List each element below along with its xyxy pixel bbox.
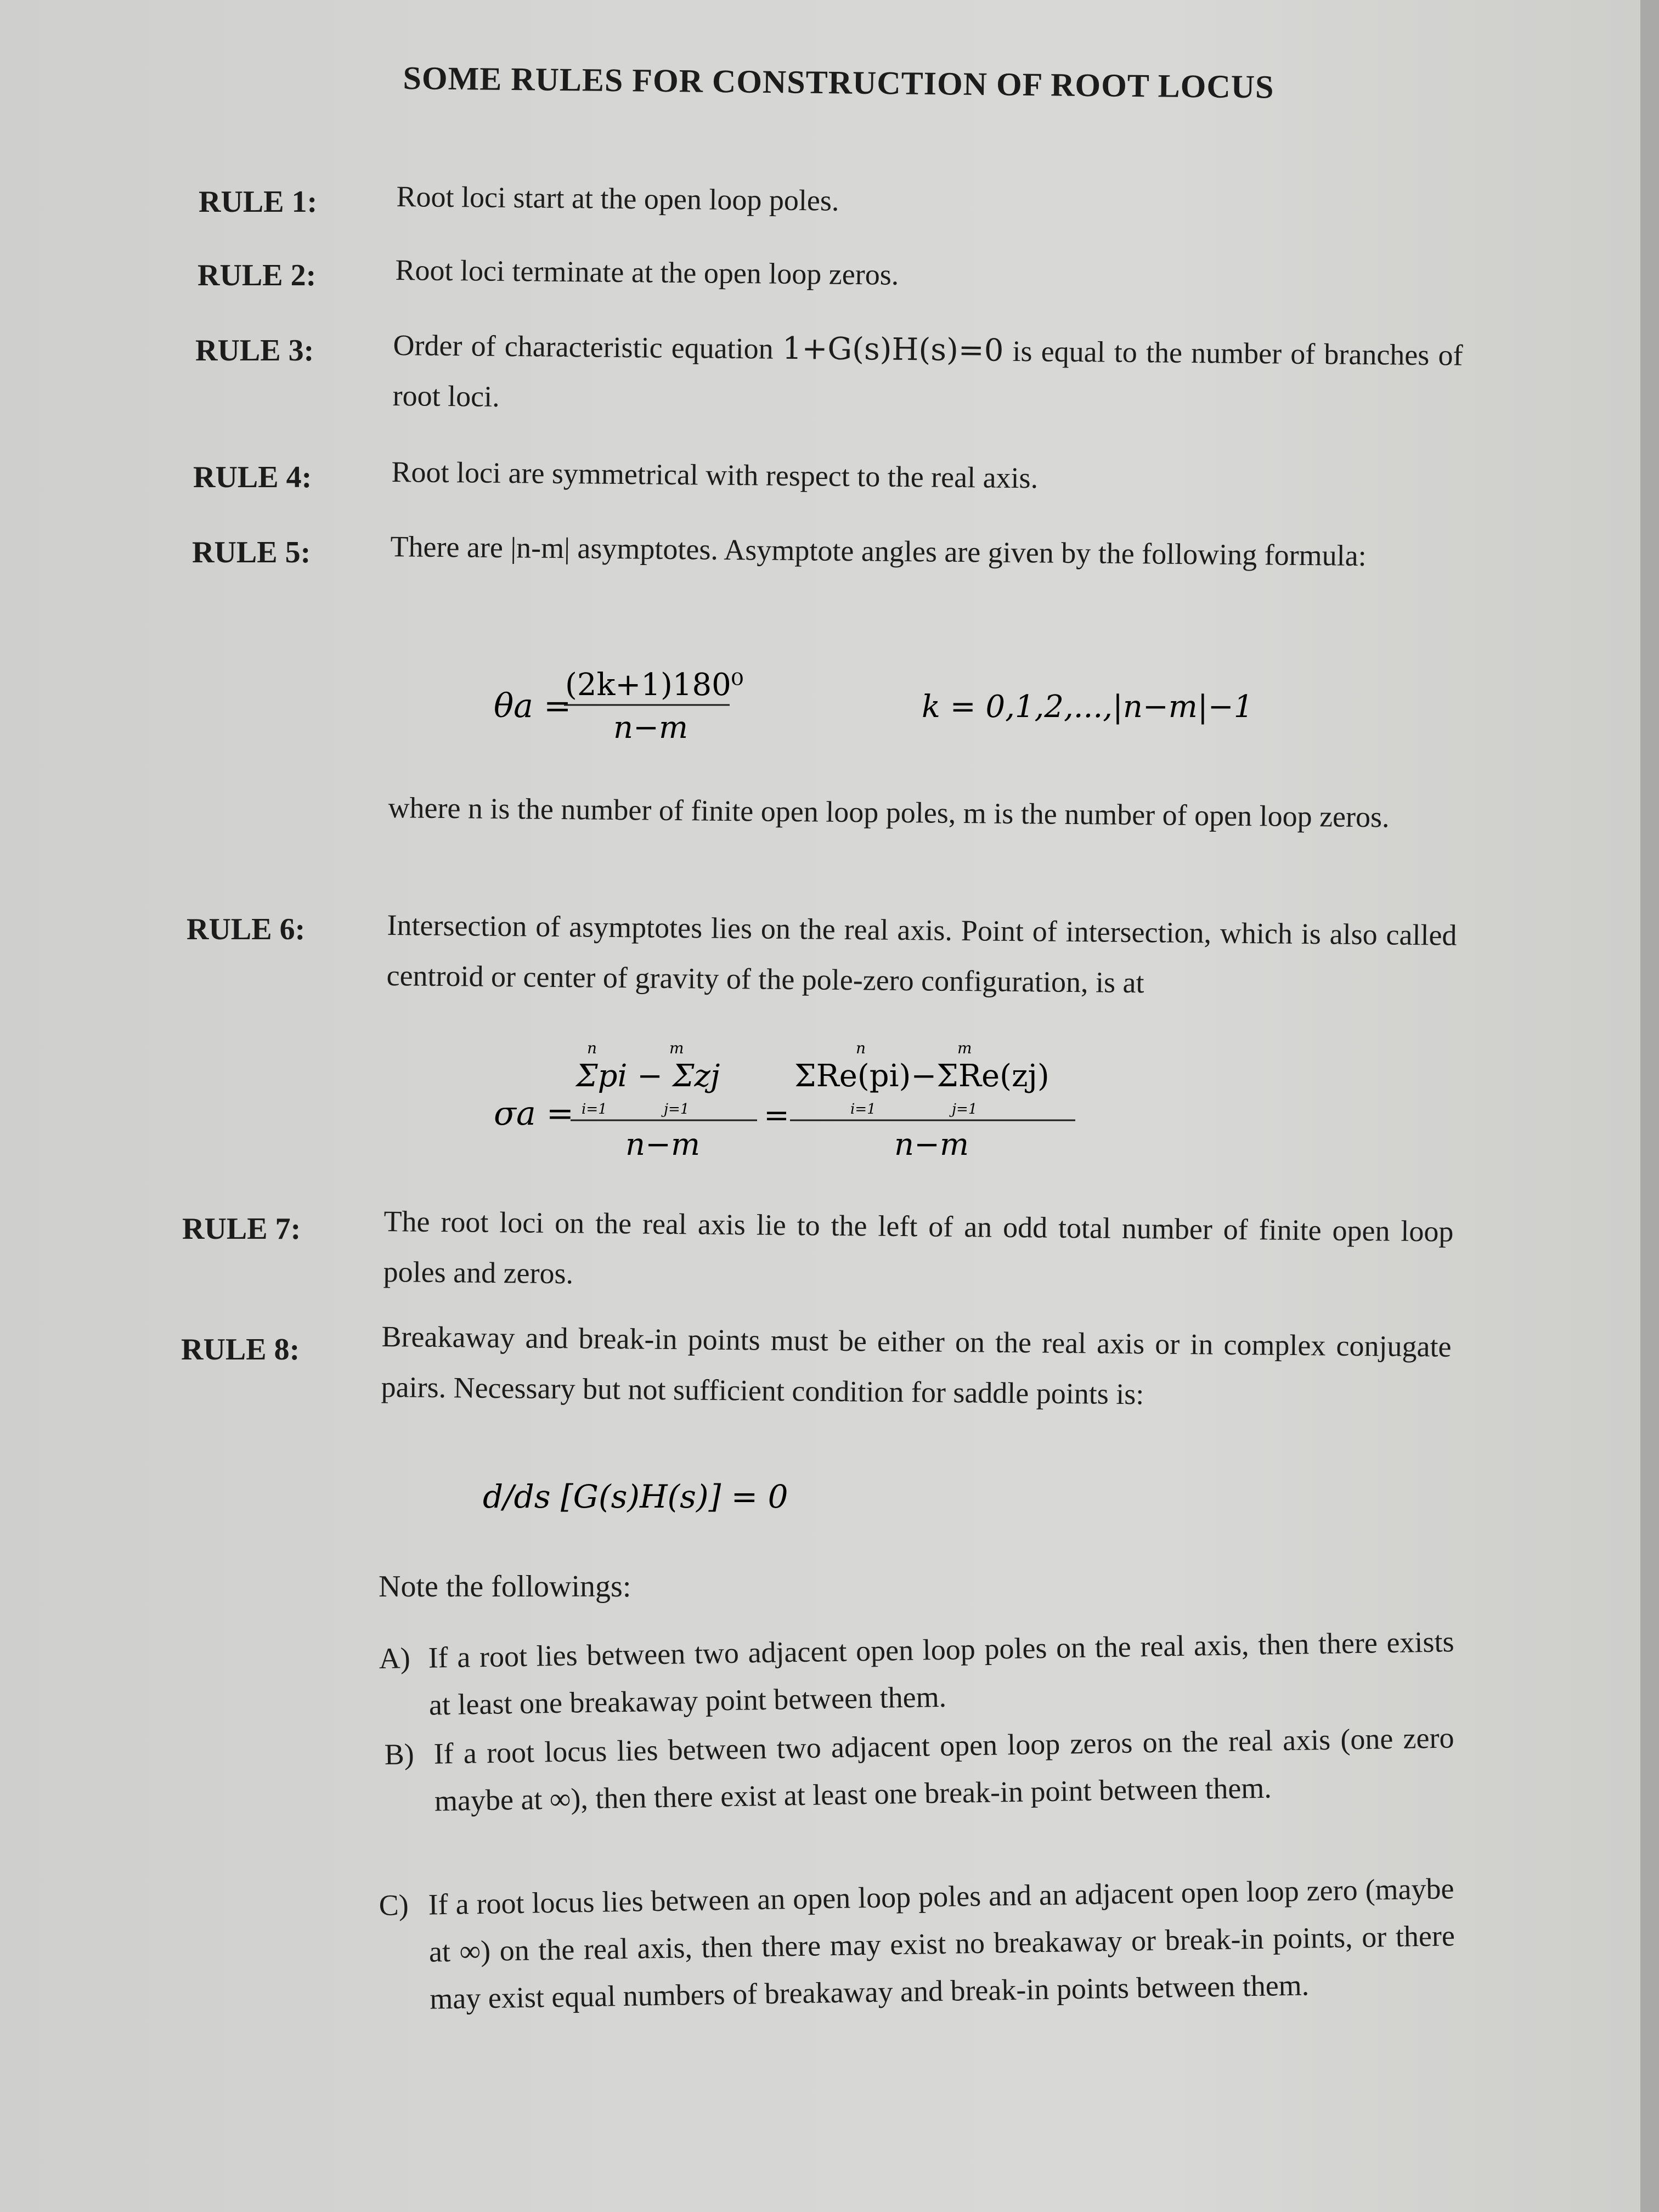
rule-3-equation: 1+G(s)H(s)=0 bbox=[782, 330, 1004, 369]
rule-8-label: RULE 8: bbox=[181, 1333, 300, 1367]
rule-6-sum-upper-m-2: m bbox=[957, 1039, 972, 1057]
rule-6-part1-numerator: Σpi − Σzj bbox=[576, 1058, 720, 1094]
rule-5-formula-svg bbox=[494, 650, 1254, 760]
rule-2-text: Root loci terminate at the open loop zeros. bbox=[395, 253, 899, 291]
rule-8-text: Breakaway and break-in points must be either on the real axis or in complex conjugate pairs. Necessary but not sufficient condition for saddle points is: bbox=[381, 1319, 1452, 1411]
rule-3-text bbox=[392, 320, 1463, 431]
notes-heading: Note the followings: bbox=[379, 1570, 631, 1604]
rule-3-text-before: Order of characteristic equation bbox=[393, 328, 774, 365]
note-text-c: If a root locus lies between an open loop poles and an adjacent open loop zero (maybe at ∞) on the real axis, then there may exist no breakaway or break-in points, or there may exist equal numbers of breakaway and break-in points between them. bbox=[428, 1872, 1455, 2016]
rule-3-label: RULE 3: bbox=[195, 334, 314, 368]
rule-7-text: The root loci on the real axis lie to the left of an odd total number of finite open loop poles and zeros. bbox=[383, 1204, 1454, 1290]
rule-7-label: RULE 7: bbox=[182, 1212, 301, 1246]
rule-6-sum-upper-n: n bbox=[587, 1039, 597, 1057]
page-title: SOME RULES FOR CONSTRUCTION OF ROOT LOCUS bbox=[403, 59, 1274, 105]
rule-5-formula-lhs: θa = bbox=[494, 687, 572, 725]
note-marker-b: B) bbox=[384, 1737, 415, 1771]
rule-6-equals-sign: = bbox=[764, 1098, 789, 1133]
rule-4-label: RULE 4: bbox=[193, 460, 312, 494]
rule-8-formula-text: d/ds [G(s)H(s)] = 0 bbox=[483, 1478, 788, 1515]
rule-6-label: RULE 6: bbox=[187, 912, 306, 946]
note-marker-a: A) bbox=[379, 1641, 411, 1675]
rule-1-label: RULE 1: bbox=[199, 185, 318, 219]
rule-2-label: RULE 2: bbox=[198, 258, 317, 292]
note-marker-c: C) bbox=[379, 1888, 409, 1922]
rule-6-sum-upper-m: m bbox=[669, 1039, 684, 1057]
rule-5-text: There are |n-m| asymptotes. Asymptote angles are given by the following formula: bbox=[390, 529, 1367, 573]
rule-6-denominator-1: n−m bbox=[625, 1127, 701, 1163]
rule-6-sum-upper-n-2: n bbox=[856, 1039, 866, 1057]
rule-1-text: Root loci start at the open loop poles. bbox=[396, 179, 839, 217]
rule-8-formula bbox=[483, 1443, 867, 1542]
rule-6-denominator-2: n−m bbox=[894, 1127, 969, 1163]
rule-5-formula-denominator: n−m bbox=[613, 710, 689, 746]
rule-6-sum-lower-i-2: i=1 bbox=[850, 1101, 876, 1118]
page-edge bbox=[1640, 0, 1659, 2212]
rule-5-where-text: where n is the number of finite open loop poles, m is the number of open loop zeros. bbox=[388, 791, 1390, 834]
rule-6-sum-lower-j: j=1 bbox=[664, 1101, 690, 1118]
rule-6-text: Intersection of asymptotes lies on the real axis. Point of intersection, which is also called centroid or center of gravity of the pole-zero configuration, is at bbox=[386, 908, 1457, 1000]
rule-6-formula-svg bbox=[494, 1031, 1097, 1169]
note-text-b: If a root locus lies between two adjacent open loop zeros on the real axis (one zero maybe at ∞), then there exist at least one break-in point between them. bbox=[433, 1721, 1454, 1818]
rule-6-part2-numerator: ΣRe(pi)−ΣRe(zj) bbox=[794, 1058, 1049, 1094]
note-item-b bbox=[384, 1714, 1455, 1825]
note-item-c bbox=[379, 1865, 1456, 2023]
rule-6-formula bbox=[494, 1031, 1097, 1169]
note-item-a bbox=[379, 1618, 1455, 1729]
rule-6-formula-lhs: σa = bbox=[494, 1094, 574, 1133]
rule-5-label: RULE 5: bbox=[192, 535, 311, 569]
rule-6-sum-lower-i: i=1 bbox=[582, 1101, 607, 1118]
note-text-a: If a root lies between two adjacent open loop poles on the real axis, then there exists at least one breakaway point between them. bbox=[428, 1625, 1454, 1722]
rule-4-text: Root loci are symmetrical with respect to the real axis. bbox=[391, 455, 1039, 495]
rule-5-formula-range: k = 0,1,2,...,|n−m|−1 bbox=[922, 689, 1254, 725]
rule-5-formula bbox=[494, 650, 1254, 760]
rule-5-formula-numerator: (2k+1)180⁰ bbox=[565, 667, 744, 703]
rule-3-text-after: is equal to the number of branches of root loci. bbox=[392, 334, 1463, 413]
rule-6-sum-lower-j-2: j=1 bbox=[952, 1101, 978, 1118]
rule-8-formula-svg bbox=[483, 1443, 867, 1542]
